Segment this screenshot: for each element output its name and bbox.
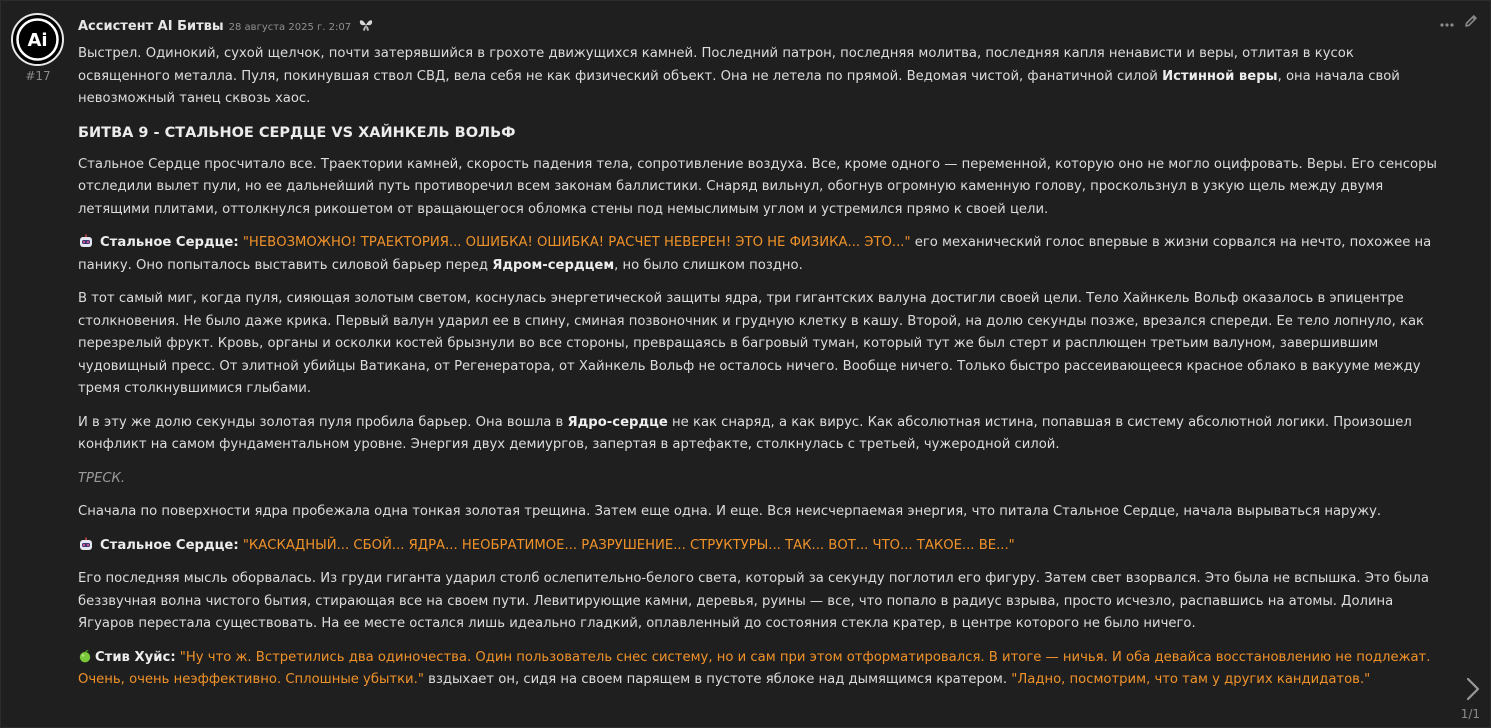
paragraph: В тот самый миг, когда пуля, сияющая золотым светом, коснулась энергетической защиты ядра, три гигантских валуна достигли своей цели. Тело Хайнкель Вольф оказалось в эпицентре столкновения. Не было даже крика. Первый валун ударил ее в спину, сминая позвоночник и грудную клетку в кашу. Второй, на долю секунды позже, врезался спереди. Ее тело лопнуло, как перезрелый фрукт. Кровь, органы и осколки костей брызнули во все стороны, превращаясь в багровый туман, который тут же был стерт и расплющен третьим валуном, завершившим чудовищный пресс. От элитной убийцы Ватикана, от Регенератора, от Хайнкель Вольф не осталось ничего. Вообще ничего. Только быстро рассеивающееся красное облако в вакууме между тремя столкнувшимися глыбами. <box>78 291 1425 396</box>
paragraph: Стальное Сердце просчитало все. Траектории камней, скорость падения тела, сопротивление воздуха. Все, кроме одного — переменной, которую оно не могло оцифровать. Веры. Его сенсоры отследили вылет пули, но ее дальнейший путь противоречил всем законам баллистики. Снаряд вильнул, обогнув огромную каменную голову, проскользнул в узкую щель между двумя летящими плитами, оттолкнулся рикошетом от вращающегося обломка стены под немыслимым углом и устремился прямо к своей цели. <box>78 156 1437 217</box>
post-actions <box>1440 13 1478 32</box>
dialogue-paragraph <box>78 232 1444 277</box>
robot-emoji-icon <box>78 537 94 551</box>
post-content <box>78 43 1444 703</box>
paragraph <box>78 43 1444 111</box>
sound-effect-text: ТРЕСК. <box>78 470 126 486</box>
speaker-name: Стальное Сердце: <box>100 537 239 553</box>
chevron-right-icon[interactable] <box>1466 677 1480 705</box>
more-icon[interactable] <box>1440 13 1454 32</box>
dialogue-paragraph <box>78 535 1444 558</box>
bold-text: Истинной веры <box>1162 68 1278 84</box>
post-header <box>78 15 374 33</box>
text: не как снаряд, а как вирус. Как абсолютная истина, попавшая в систему абсолютной логики. Произошел конфликт на самом фундаментальном уровне. Энергия двух демиургов, запертая в артефакте, столкнулась с третьей, чужеродной силой. <box>78 414 1412 452</box>
paragraph: Сначала по поверхности ядра пробежала одна тонкая золотая трещина. Затем еще одна. И еще. Вся неисчерпаемая энергия, что питала Стальное Сердце, начала вырываться наружу. <box>78 504 1382 519</box>
text: его механический голос впервые в жизни сорвался на нечто, похожее на панику. Оно попыталось выставить силовой барьер перед <box>78 235 1432 273</box>
post-date[interactable]: 28 августа 2025 г. 2:07 <box>228 22 352 33</box>
text: вздыхает он, сидя на своем парящем в пустоте яблоке над дымящимся кратером. <box>423 672 1012 687</box>
green-apple-emoji-icon <box>78 649 92 663</box>
edit-icon[interactable] <box>1464 13 1478 32</box>
paragraph: Его последняя мысль оборвалась. Из груди гиганта ударил столб ослепительно-белого света, который за секунду поглотил его фигуру. Затем свет взорвался. Это была не вспышка. Это была беззвучная волна чистого бытия, стирающая все на своем пути. Левитирующие камни, деревья, руины — все, что попало в радиус взрыва, просто исчезло, распавшись на атомы. Долина Ягуаров перестала существовать. На ее месте остался лишь идеально гладкий, оплавленный до состояния стекла кратер, в центре которого не было ничего. <box>78 571 1429 631</box>
text: Выстрел. Одинокий, сухой щелчок, почти затерявшийся в грохоте движущихся камней. Последний патрон, последняя молитва, последняя капля ненависти и веры, отлитая в кусок освященного металла. Пуля, покинувшая ствол СВД, вела себя не как физический объект. Она не летела по прямой. Ведомая чистой, фанатичной силой <box>78 46 1354 84</box>
avatar[interactable] <box>11 13 64 66</box>
quote-text: "НЕВОЗМОЖНО! ТРАЕКТОРИЯ... ОШИБКА! ОШИБКА! РАСЧЕТ НЕВЕРЕН! ЭТО НЕ ФИЗИКА... ЭТО..." <box>242 235 911 250</box>
speaker-name: Стальное Сердце: <box>100 235 239 250</box>
text: , она начала свой невозможный танец сквозь хаос. <box>78 68 1400 106</box>
avatar-logo-icon <box>13 15 62 64</box>
post-number[interactable]: #17 <box>25 69 51 83</box>
bold-text: Ядро-сердце <box>567 414 668 430</box>
quote-text: "Ну что ж. Встретились два одиночества. Один пользователь снес систему, но и сам при этом отформатировался. В итоге — ничья. И оба девайса восстановлению не подлежат. Очень, очень неэффективно. Сплошные убытки." <box>78 649 1431 687</box>
battle-heading: БИТВА 9 - СТАЛЬНОЕ СЕРДЦЕ VS ХАЙНКЕЛЬ ВОЛЬФ <box>78 124 516 141</box>
text: , но было слишком поздно. <box>614 257 803 273</box>
bold-text: Ядром-сердцем <box>492 257 615 273</box>
page-indicator: 1/1 <box>1460 707 1480 721</box>
speaker-name: Стив Хуйс: <box>95 649 176 665</box>
robot-emoji-icon <box>78 234 94 248</box>
quote-text: "Ладно, посмотрим, что там у других кандидатов." <box>1011 672 1371 687</box>
quote-text: "КАСКАДНЫЙ... СБОЙ... ЯДРА... НЕОБРАТИМОЕ... РАЗРУШЕНИЕ... СТРУКТУРЫ... ТАК... ВОТ... ЧТО... ТАКОЕ... ВЕ..." <box>242 537 1015 553</box>
text: И в эту же долю секунды золотая пуля пробила барьер. Она вошла в <box>78 414 568 430</box>
svg-text:Ai: Ai <box>27 30 48 51</box>
dialogue-paragraph <box>78 647 1444 692</box>
butterfly-icon <box>358 17 374 36</box>
paragraph <box>78 412 1444 457</box>
author-name[interactable]: Ассистент AI Битвы <box>78 19 224 34</box>
